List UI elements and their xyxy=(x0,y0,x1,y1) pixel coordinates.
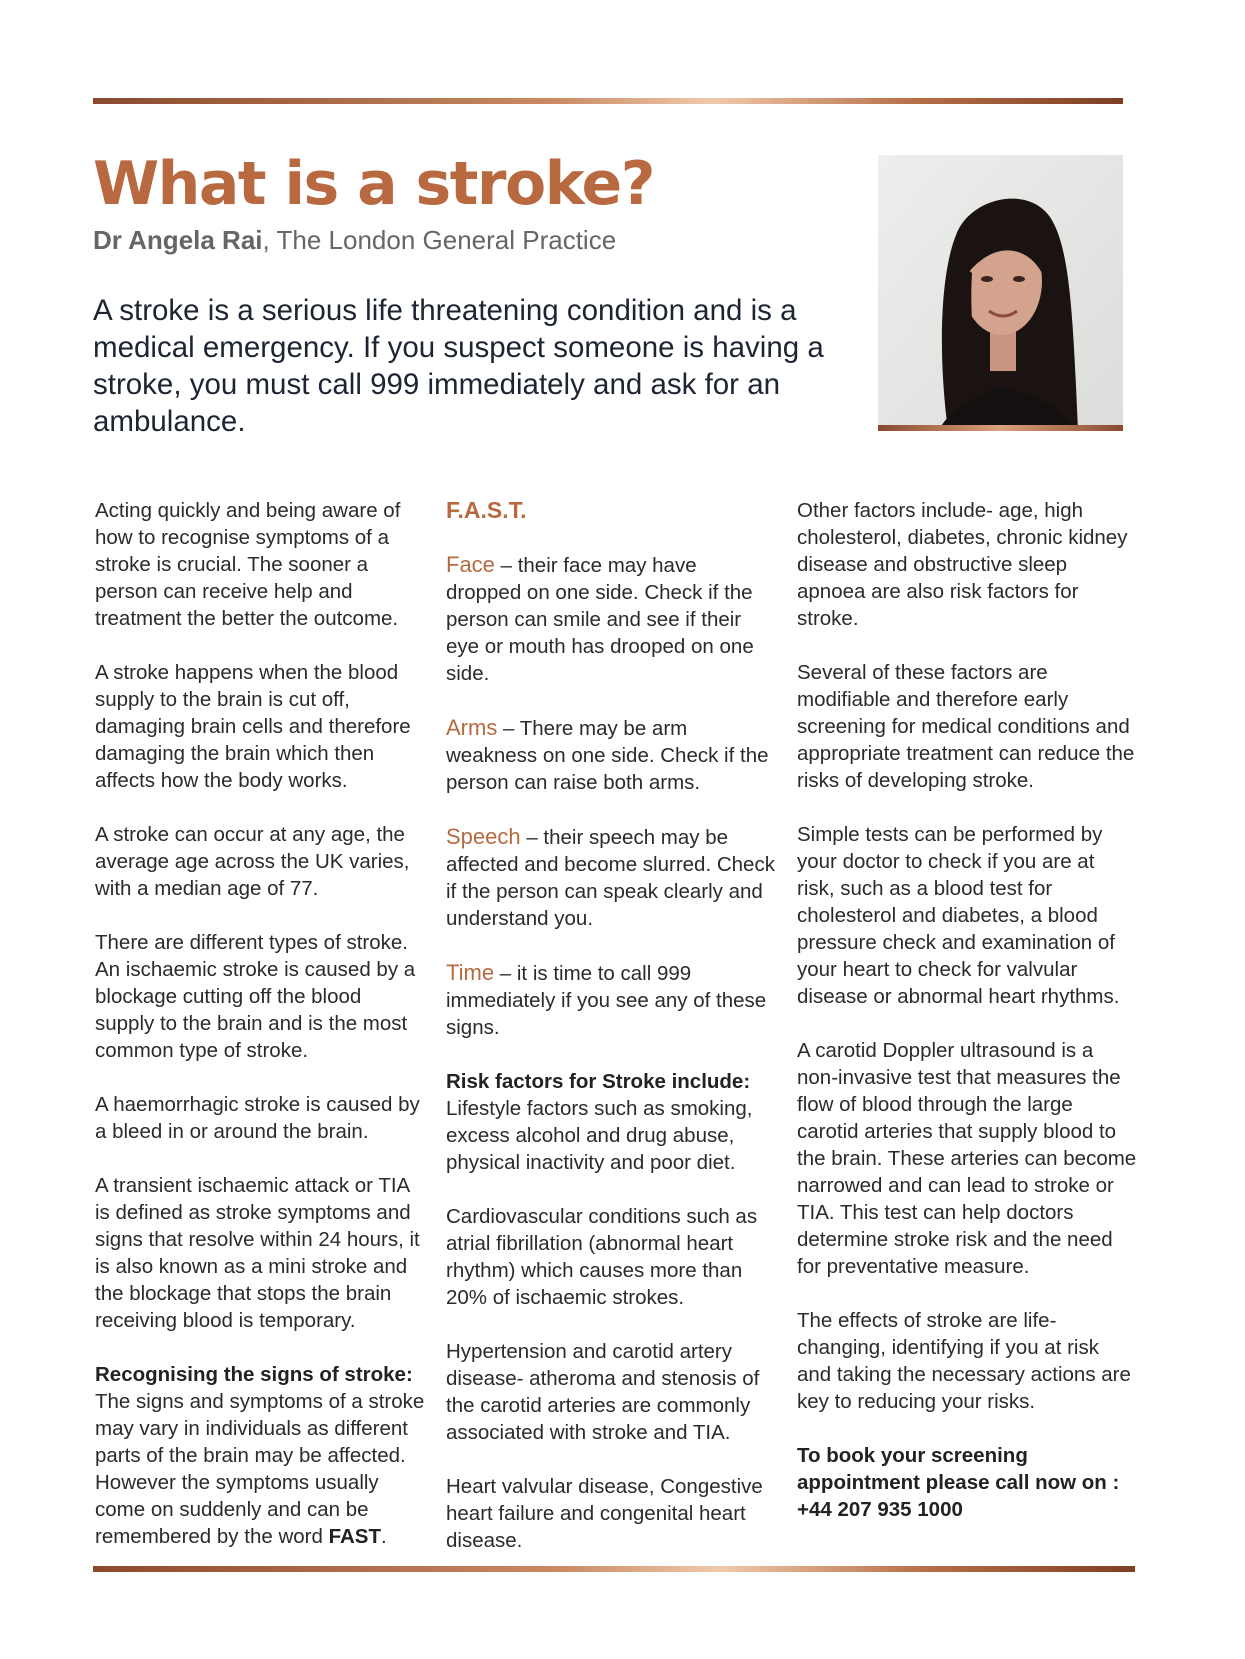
intro-paragraph: A stroke is a serious life threatening condition and is a medical emergency. If you suspect someone is having a stroke, you must call 999 immediately and ask for an ambulance. xyxy=(93,294,824,438)
portrait-illustration xyxy=(878,155,1123,431)
cta-text: To book your screening appointment please call now on : +44 207 935 1000 xyxy=(797,1444,1120,1521)
page-title: What is a stroke? xyxy=(93,149,654,219)
paragraph: Simple tests can be performed by your doctor to check if you are at risk, such as a blood test for cholesterol and diabetes, a blood pressure check and examination of your heart to check for valvular disease or abnormal heart rhythms. xyxy=(797,823,1120,1008)
paragraph: Acting quickly and being aware of how to recognise symptoms of a stroke is crucial. The sooner a person can receive help and treatment the better the outcome. xyxy=(95,499,401,630)
paragraph: A haemorrhagic stroke is caused by a bleed in or around the brain. xyxy=(95,1093,420,1143)
fast-time xyxy=(446,959,776,1041)
speech-label: Speech xyxy=(446,824,521,849)
paragraph: There are different types of stroke. An ischaemic stroke is caused by a blockage cutting off the blood supply to the brain and is the most common type of stroke. xyxy=(95,931,416,1062)
paragraph: Heart valvular disease, Congestive heart failure and congenital heart disease. xyxy=(446,1475,763,1552)
risk-heading: Risk factors for Stroke include: xyxy=(446,1070,751,1093)
portrait-accent-bar xyxy=(878,425,1123,431)
arms-label: Arms xyxy=(446,715,498,740)
bottom-divider xyxy=(93,1566,1135,1572)
paragraph: A transient ischaemic attack or TIA is defined as stroke symptoms and signs that resolve within 24 hours, it is also known as a mini stroke and the blockage that stops the brain receiving blood is temporary. xyxy=(95,1174,420,1332)
time-text: – it is time to call 999 immediately if you see any of these signs. xyxy=(446,962,767,1039)
signs-heading: Recognising the signs of stroke: xyxy=(95,1363,413,1386)
signs-end: . xyxy=(380,1525,387,1548)
time-label: Time xyxy=(446,960,495,985)
column-right xyxy=(797,497,1137,1550)
face-text: – their face may have dropped on one side. Check if the person can smile and see if their eye or mouth has drooped on one side. xyxy=(446,554,754,685)
column-middle xyxy=(446,497,776,1581)
speech-text: – their speech may be affected and become slurred. Check if the person can speak clearly and understand you. xyxy=(446,826,775,930)
paragraph: A carotid Doppler ultrasound is a non-invasive test that measures the flow of blood through the large carotid arteries that supply blood to the brain. These arteries can become narrowed and can lead to stroke or TIA. This test can help doctors determine stroke risk and the need for preventative measure. xyxy=(797,1039,1137,1278)
fast-speech xyxy=(446,823,776,932)
fast-face xyxy=(446,551,776,687)
risk-text: Lifestyle factors such as smoking, excess alcohol and drug abuse, physical inactivity and poor diet. xyxy=(446,1097,753,1174)
author-practice: , The London General Practice xyxy=(262,225,617,255)
paragraph: A stroke can occur at any age, the average age across the UK varies, with a median age of 77. xyxy=(95,823,410,900)
call-to-action xyxy=(797,1442,1137,1523)
paragraph: A stroke happens when the blood supply to the brain is cut off, damaging brain cells and therefore damaging the brain which then affects how the body works. xyxy=(95,661,411,792)
column-left xyxy=(95,497,425,1577)
author-name: Dr Angela Rai xyxy=(93,225,263,255)
top-divider xyxy=(93,98,1123,104)
paragraph: Other factors include- age, high cholesterol, diabetes, chronic kidney disease and obstructive sleep apnoea are also risk factors for stroke. xyxy=(797,499,1128,630)
risk-paragraph xyxy=(446,1068,776,1176)
signs-text: The signs and symptoms of a stroke may vary in individuals as different parts of the brain may be affected. However the symptoms usually come on suddenly and can be remembered by the word xyxy=(95,1390,425,1548)
face-label: Face xyxy=(446,552,495,577)
signs-paragraph xyxy=(95,1361,425,1550)
paragraph: The effects of stroke are life-changing, identifying if you at risk and taking the necessary actions are key to reducing your risks. xyxy=(797,1309,1131,1413)
fast-heading: F.A.S.T. xyxy=(446,497,527,523)
paragraph: Several of these factors are modifiable and therefore early screening for medical conditions and appropriate treatment can reduce the risks of developing stroke. xyxy=(797,661,1135,792)
paragraph: Hypertension and carotid artery disease- atheroma and stenosis of the carotid arteries are commonly associated with stroke and TIA. xyxy=(446,1340,760,1444)
byline xyxy=(93,223,616,257)
fast-word: FAST xyxy=(328,1525,381,1548)
fast-arms xyxy=(446,714,776,796)
author-portrait xyxy=(878,155,1123,431)
arms-text: – There may be arm weakness on one side. Check if the person can raise both arms. xyxy=(446,717,769,794)
paragraph: Cardiovascular conditions such as atrial fibrillation (abnormal heart rhythm) which causes more than 20% of ischaemic strokes. xyxy=(446,1205,758,1309)
